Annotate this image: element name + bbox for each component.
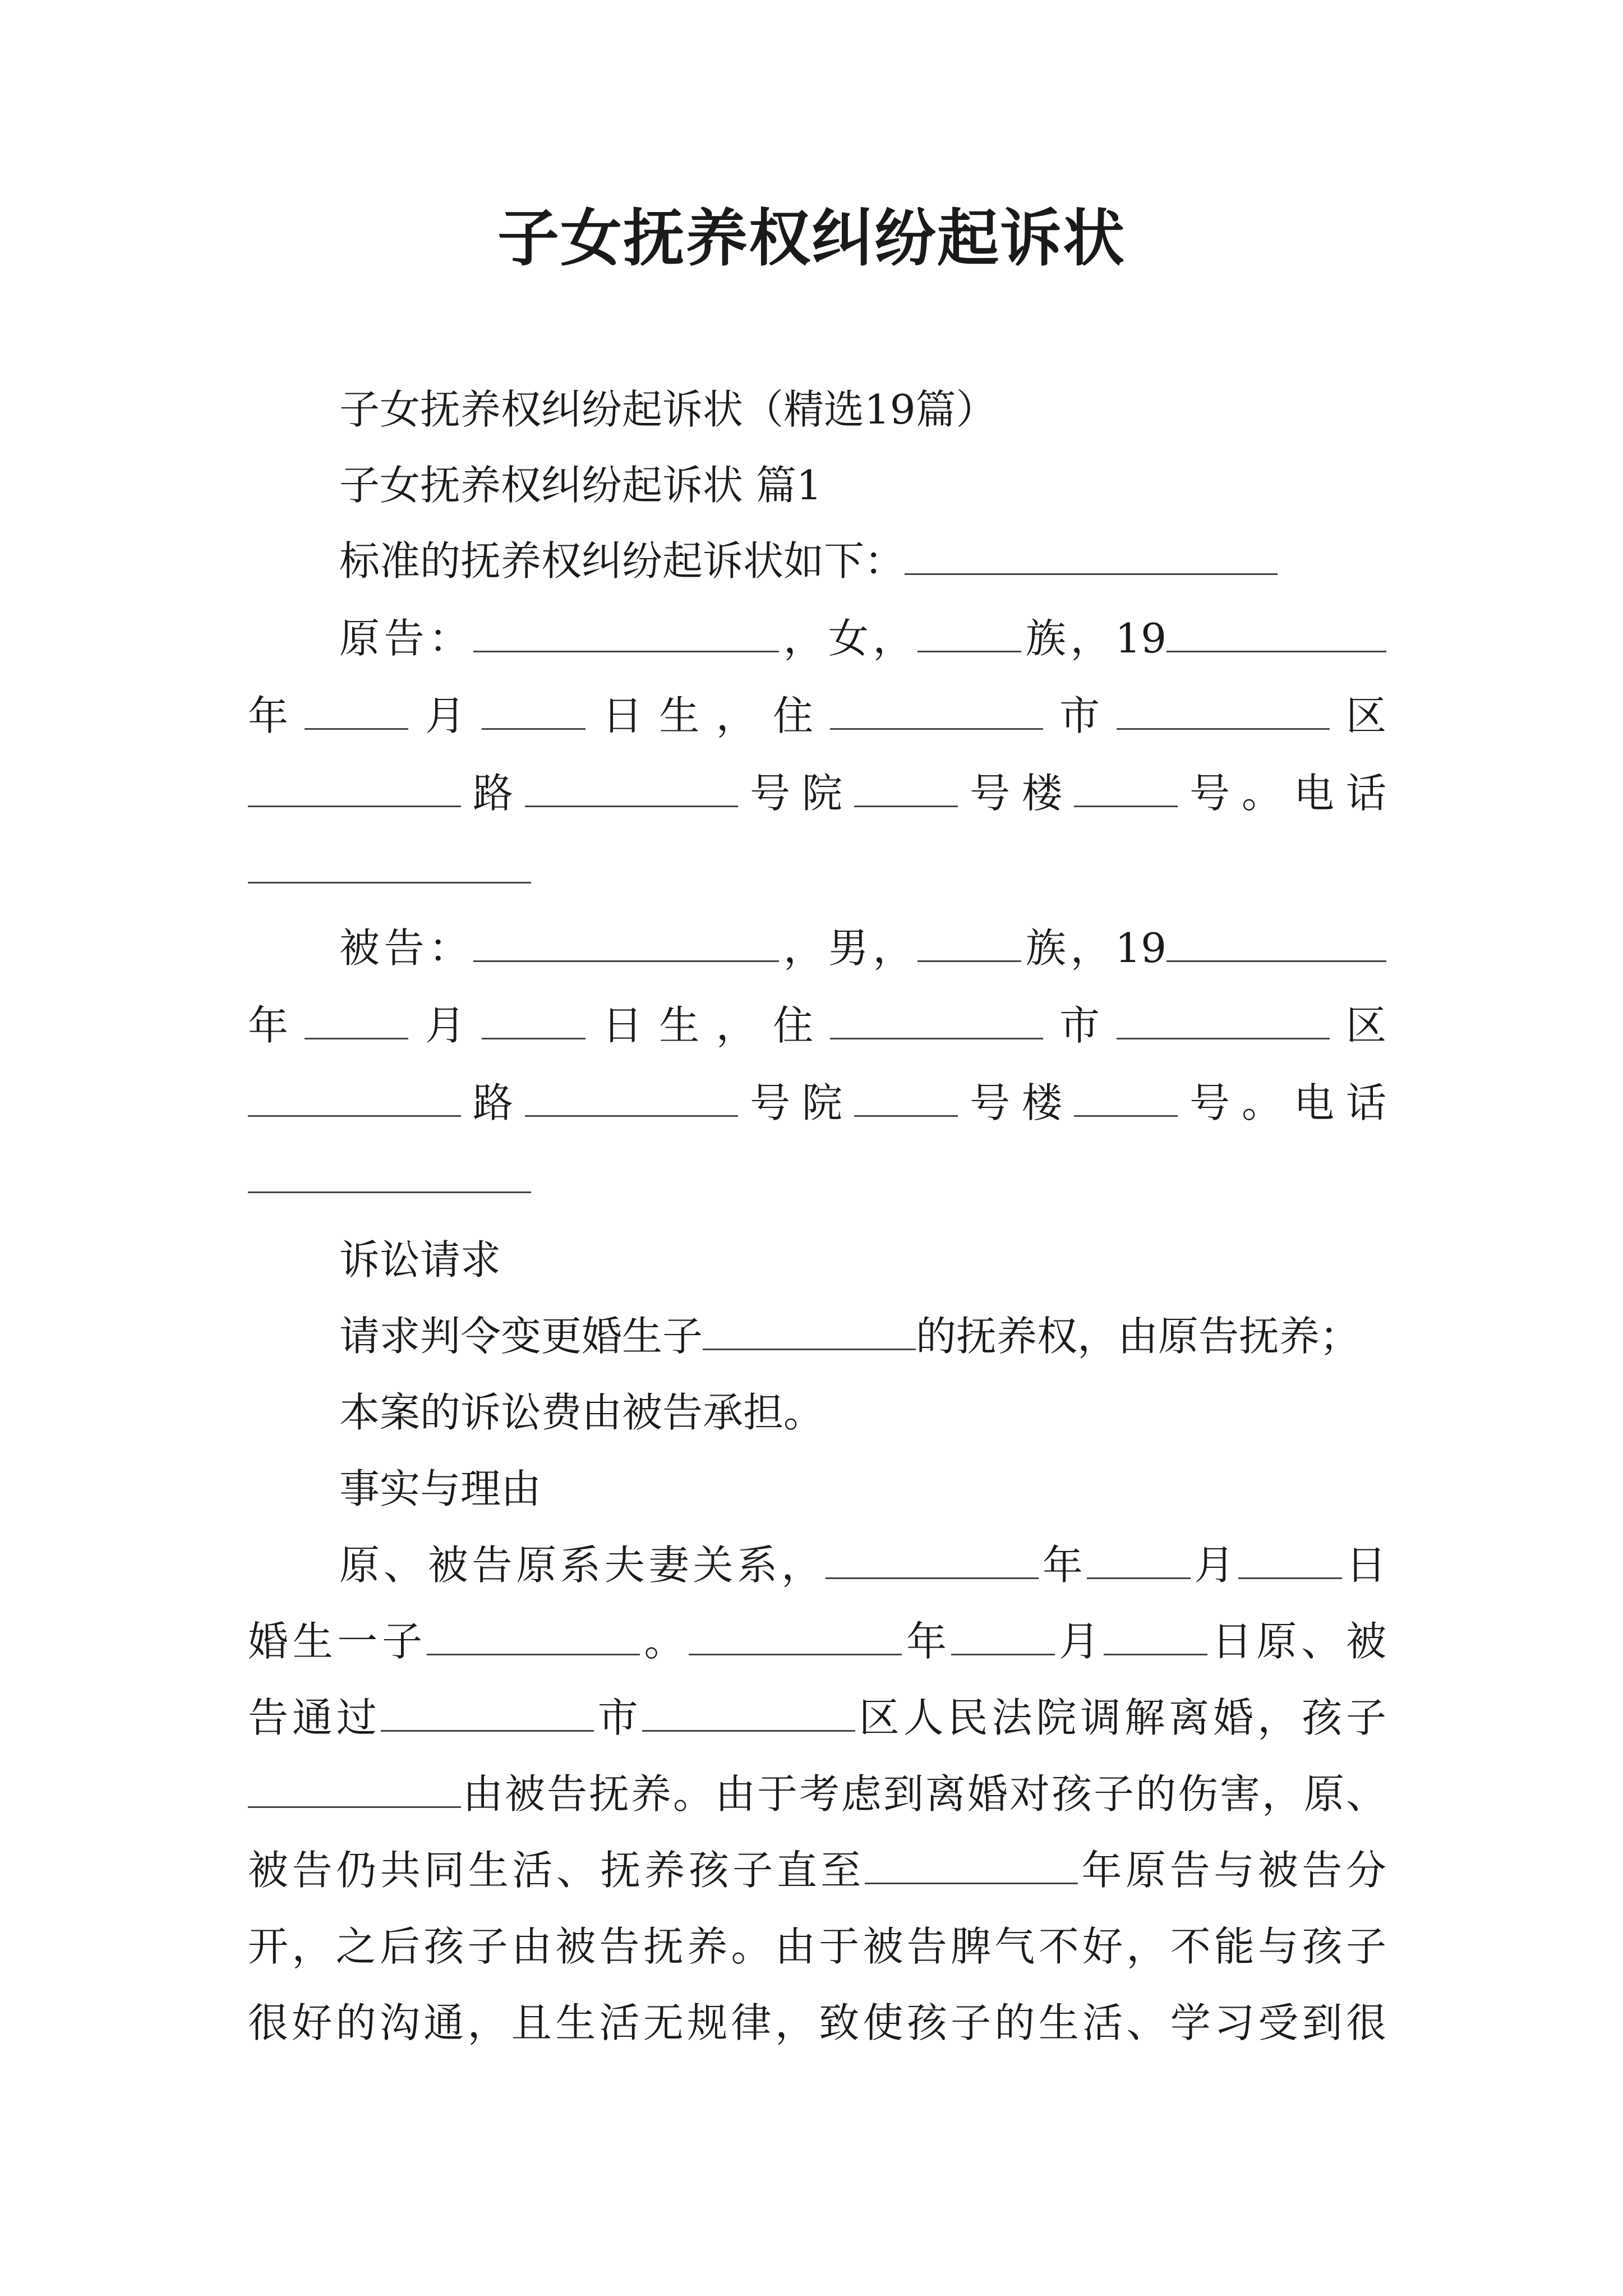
section-heading: 子女抚养权纠纷起诉状 篇1 <box>339 462 822 509</box>
facts-line-3 <box>248 1690 1386 1746</box>
intro-line <box>339 533 1386 589</box>
plaintiff-birth-year-field[interactable] <box>1166 610 1386 652</box>
plaintiff-line-1 <box>339 610 1386 666</box>
facts-text: 月 <box>1190 1542 1239 1589</box>
defendant-building: 号楼 <box>958 1079 1074 1126</box>
plaintiff-building: 号楼 <box>958 770 1074 817</box>
facts-field[interactable] <box>1238 1537 1342 1579</box>
claims-heading: 诉讼请求 <box>339 1236 501 1283</box>
plaintiff-month-field[interactable] <box>305 688 408 730</box>
facts-text: 被告仍共同生活、抚养孩子直至 <box>248 1847 865 1894</box>
claim-child-name-field[interactable] <box>703 1308 916 1350</box>
claim-2: 本案的诉讼费由被告承担。 <box>339 1389 824 1436</box>
facts-text: 婚生一子 <box>248 1618 427 1665</box>
plaintiff-name-field[interactable] <box>473 610 779 652</box>
claim-1 <box>339 1308 1386 1364</box>
facts-field[interactable] <box>826 1537 1039 1579</box>
defendant-line-3 <box>248 1075 1386 1131</box>
defendant-line-1 <box>339 920 1386 976</box>
plaintiff-road-field[interactable] <box>248 765 461 807</box>
plaintiff-line-3 <box>248 765 1386 821</box>
facts-field[interactable] <box>642 1690 855 1732</box>
defendant-city-field[interactable] <box>830 997 1043 1039</box>
defendant-city: 市 <box>1043 1002 1117 1049</box>
facts-text: 年 <box>902 1618 951 1665</box>
defendant-label: 被告： <box>339 924 474 972</box>
facts-field[interactable] <box>689 1613 902 1655</box>
plaintiff-line-2 <box>248 688 1386 744</box>
plaintiff-ethnic-field[interactable] <box>917 610 1021 652</box>
facts-field[interactable] <box>248 1766 461 1808</box>
defendant-number-field[interactable] <box>1074 1075 1178 1117</box>
plaintiff-day-field[interactable] <box>482 688 585 730</box>
defendant-phone-field[interactable] <box>248 1151 531 1193</box>
facts-text: 原、被告原系夫妻关系， <box>339 1542 826 1589</box>
plaintiff-ethnic: 族，19 <box>1021 615 1166 662</box>
claim-1-text-b: 的抚养权，由原告抚养； <box>916 1313 1361 1360</box>
defendant-ethnic-field[interactable] <box>917 920 1021 962</box>
defendant-road: 路 <box>461 1079 525 1126</box>
facts-text: 日原、被 <box>1207 1618 1386 1665</box>
plaintiff-district: 区 <box>1329 692 1386 739</box>
plaintiff-line-4 <box>248 841 1386 898</box>
defendant-district: 区 <box>1329 1002 1386 1049</box>
defendant-district-field[interactable] <box>1117 997 1330 1039</box>
facts-line-7: 很好的沟通，且生活无规律，致使孩子的生活、学习受到很 <box>248 1999 1386 2046</box>
facts-text: 月 <box>1054 1618 1104 1665</box>
defendant-number-phone: 号。电话 <box>1178 1079 1386 1126</box>
plaintiff-gender: ，女， <box>779 615 918 662</box>
facts-text: 年原告与被告分 <box>1077 1847 1386 1894</box>
facts-heading: 事实与理由 <box>339 1465 542 1512</box>
plaintiff-year: 年 <box>248 692 305 739</box>
plaintiff-city-field[interactable] <box>830 688 1043 730</box>
plaintiff-city: 市 <box>1043 692 1117 739</box>
facts-field[interactable] <box>1087 1537 1191 1579</box>
document-title: 子女抚养权纠纷起诉状 <box>497 202 1126 274</box>
blank-field[interactable] <box>905 533 1278 575</box>
claim-1-text-a: 请求判令变更婚生子 <box>339 1313 703 1360</box>
plaintiff-number-phone: 号。电话 <box>1178 770 1386 817</box>
defendant-day-live: 日生，住 <box>585 1002 830 1049</box>
facts-text: 由被告抚养。由于考虑到离婚对孩子的伤害，原、 <box>461 1770 1386 1818</box>
defendant-yard: 号院 <box>738 1079 854 1126</box>
facts-field[interactable] <box>951 1613 1055 1655</box>
facts-field[interactable] <box>865 1842 1078 1884</box>
defendant-year: 年 <box>248 1002 305 1049</box>
facts-text: 告通过 <box>248 1694 381 1741</box>
facts-field[interactable] <box>1104 1613 1207 1655</box>
facts-text: 市 <box>593 1694 642 1741</box>
plaintiff-number-field[interactable] <box>1074 765 1178 807</box>
facts-line-2 <box>248 1613 1386 1669</box>
defendant-day-field[interactable] <box>482 997 585 1039</box>
defendant-yard-field[interactable] <box>525 1075 738 1117</box>
defendant-ethnic: 族，19 <box>1021 924 1166 972</box>
document-subtitle: 子女抚养权纠纷起诉状（精选19篇） <box>339 386 997 433</box>
plaintiff-road: 路 <box>461 770 525 817</box>
defendant-birth-year-field[interactable] <box>1166 920 1386 962</box>
facts-text: 日 <box>1342 1542 1386 1589</box>
plaintiff-yard: 号院 <box>738 770 854 817</box>
plaintiff-day-live: 日生，住 <box>585 692 830 739</box>
facts-text: 区人民法院调解离婚，孩子 <box>855 1694 1386 1741</box>
plaintiff-label: 原告： <box>339 615 474 662</box>
plaintiff-month: 月 <box>408 692 482 739</box>
defendant-name-field[interactable] <box>473 920 779 962</box>
facts-line-1 <box>339 1537 1386 1593</box>
facts-text: 。 <box>639 1618 689 1665</box>
facts-text: 年 <box>1038 1542 1087 1589</box>
defendant-line-2 <box>248 997 1386 1053</box>
plaintiff-phone-field[interactable] <box>248 841 531 884</box>
plaintiff-district-field[interactable] <box>1117 688 1330 730</box>
defendant-line-4 <box>248 1151 1386 1207</box>
facts-line-4 <box>248 1766 1386 1822</box>
defendant-road-field[interactable] <box>248 1075 461 1117</box>
facts-line-6: 开，之后孩子由被告抚养。由于被告脾气不好，不能与孩子 <box>248 1923 1386 1970</box>
facts-line-5 <box>248 1842 1386 1898</box>
intro-text: 标准的抚养权纠纷起诉状如下： <box>339 537 905 585</box>
plaintiff-yard-field[interactable] <box>525 765 738 807</box>
defendant-month: 月 <box>408 1002 482 1049</box>
defendant-building-field[interactable] <box>854 1075 958 1117</box>
facts-field[interactable] <box>381 1690 594 1732</box>
defendant-gender: ，男， <box>779 924 918 972</box>
facts-field[interactable] <box>427 1613 640 1655</box>
defendant-month-field[interactable] <box>305 997 408 1039</box>
plaintiff-building-field[interactable] <box>854 765 958 807</box>
